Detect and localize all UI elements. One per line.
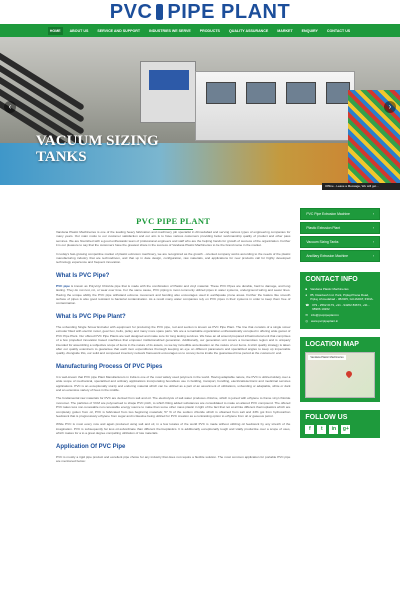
address-line xyxy=(305,293,375,301)
mail-icon: ✉ xyxy=(305,313,308,317)
map-embed[interactable] xyxy=(305,352,375,398)
section-text-manufacturing: It is well-known that PVC pipe Plant Manufacturers in India is one of the most widely used polymers in the world. Having adaptable nature, the PVC is utilized widely over a wide scope of mechanical, specialized and ordinary applications incorporating boundless use in building, transport, bundling, electrical/electronic and medicinal services applications. PVC is an exceptionally sturdy and enduring material which can be utilized as a part of an assortment of utilizations, unbending or adaptable, white or dark and an extensive variety of hues in the middle. xyxy=(56,374,291,392)
address-text: 85, Dwarkesh Ind. Park, Piplaj-Pirana Road, Piplaj, Ahmedabad - 382405, GUJARAT, INDIA. xyxy=(310,293,374,301)
section-text-what-is-pvc-pipe xyxy=(56,284,290,306)
section-heading-what-is-pvc-pipe: What Is PVC Pipe? xyxy=(56,272,110,279)
location-icon: ● xyxy=(305,293,308,297)
linkedin-icon[interactable]: in xyxy=(329,425,338,434)
pipe-logo-icon xyxy=(156,4,163,20)
vacuum-tank-image xyxy=(195,71,355,141)
sidebar-link-label: Ancillary Extrusion Machine xyxy=(306,254,349,258)
site-header xyxy=(0,0,400,24)
section-heading-application: Application Of PVC Pipe xyxy=(56,443,126,450)
logo-text-right: PIPE PLANT xyxy=(167,1,291,23)
page-title: PVC PIPE PLANT xyxy=(136,216,211,226)
chevron-right-icon: › xyxy=(372,254,374,258)
web-line xyxy=(305,319,375,323)
building-icon: ■ xyxy=(305,287,308,291)
nav-industries[interactable]: INDUSTRIES WE SERVE xyxy=(149,28,191,33)
section-text-manufacturing-3: While PVC is most every now and again produced using salt and oil, in a few locales of the world PVC is made without utilizing oil feedstock by any stretch of the imagination. PVC is subsequently far less oil-subordinate than different thermoplastics. It is additionally exceptionally tough and vitally productive over a scope of uses, which makes for a to a great degree compelling utilization of raw materials. xyxy=(56,422,291,436)
main-content xyxy=(56,185,290,467)
nav-service[interactable]: SERVICE AND SUPPORT xyxy=(97,28,141,33)
slider-prev-icon[interactable]: ‹ xyxy=(4,101,16,113)
sidebar-link-pvc-extrusion[interactable] xyxy=(300,208,380,220)
twitter-icon[interactable]: t xyxy=(317,425,326,434)
logo-text-left: PVC xyxy=(109,1,153,23)
contact-title: CONTACT INFO xyxy=(305,276,358,283)
section-text-body: is known as Polyvinyl Chloride pipe that is made with the combination of Plastic and vinyl material. These PVC Pipes are durable, hard to damage, and long lasting. They do not rust, rot, or wear over time. For the same cause, PVC piping is most commonly utilized pipes in water systems, underground wiring and sewer lines. Having the unique ability the PVC pipe withstand extreme movement and bending also encourages used in earthquake prone areas. Further the feature like smooth surface of pipes is also good resistant to bacterial contamination. As a result many water companies rely on PVC pipes in their systems in order to keep them free of contamination. xyxy=(56,283,291,306)
hero-slider xyxy=(0,37,400,185)
sidebar-link-ancillary[interactable] xyxy=(300,250,380,262)
nav-home[interactable]: HOME xyxy=(49,28,61,33)
sidebar-link-label: PVC Pipe Extrusion Machine xyxy=(306,212,350,216)
intro-paragraph-2: In today's fast-growing competitive market of plastic extrusion machinery, we are recognized as the growth - oriented company works according to the needs of the plastic manufacturing industry that are technodriven, and that up in date design, configuration, raw materials, and applications for new products call for highly developed technology experience and frequent innovation. xyxy=(56,251,291,265)
section-heading-manufacturing: Manufacturing Process Of PVC Pipes xyxy=(56,363,163,370)
pipes-image xyxy=(0,37,90,147)
chat-widget[interactable]: Offline - Leave a Message, We will get... xyxy=(322,183,400,190)
location-map-box xyxy=(300,337,380,402)
company-line xyxy=(305,287,375,291)
control-panel-image xyxy=(140,61,196,123)
intro-paragraph: Vandana Plastic Machineries is one of the leading heavy fabrication and machinery job specialist in Ahmedabad and serving various types of engineering companies for many years. Our main motto to our customer satisfaction and our aim is to have various customers providing better workmanship quality of product and other pass services. We are flourished with a good enthusiastic team of professional engineers and staff who are the helping hands for growth of success of the organization. Further it is our pleasure to say that the customers have the greatest share in the success of Vandana Plastic Machineries to be the brand name in the market. xyxy=(56,230,291,248)
follow-title: FOLLOW US xyxy=(305,414,348,421)
email-link[interactable]: info@pvcpipeplant.in xyxy=(310,313,339,317)
email-line xyxy=(305,313,375,317)
sidebar xyxy=(300,185,380,467)
sidebar-link-vacuum-tanks[interactable] xyxy=(300,236,380,248)
sidebar-link-label: Vacuum Sizing Tanks xyxy=(306,240,339,244)
chevron-right-icon: › xyxy=(372,226,374,230)
section-text-pipe-plant: The unbending Single Screw Extruder with equipment for producing the PVC pipe, rod and section is known as PVC Pipe Plant. The line that consists of a single screw extruder fitted with electric motor, gear box, belts, pulley and many more spare parts. We are a remarkable organization enthusiastically occupied in offering wide gamut of PVC Pipe Plant. Our offered PVC Pipe Plants are well designed and make sure for long lasting services. We have an all around prepared infrastructural unit that comprises of a few propelled innovation based machines that empower institutionalized generation. Additionally, our generation unit covers a tremendous region and is uniquely intended for assembling a subjective scope of items in the nature of its assets, so we lay incredible accentuation on the nature of our items. A strict quality strategy is taken after our quality examiners to guarantee that each item expenditures thorough keeping an eye on different parameters and specialized angles to keep up impeccable quality. Alongside this, our solid and composed inventory network framework encourages us to convey items inside the guaranteed time period at the customers' end. xyxy=(56,324,291,356)
follow-us-box xyxy=(300,410,380,438)
hero-caption-line1: VACUUM SIZING xyxy=(36,133,159,149)
hero-caption xyxy=(36,133,159,165)
nav-quality[interactable]: QUALITY ASSURANCE xyxy=(228,28,269,33)
contact-info-box xyxy=(300,272,380,329)
map-title: LOCATION MAP xyxy=(305,341,359,348)
sidebar-link-plastic-plant[interactable] xyxy=(300,222,380,234)
map-pin-icon xyxy=(345,370,353,378)
nav-enquiry[interactable]: ENQUIRY xyxy=(301,28,318,33)
web-link[interactable]: www.pvcpipeplant.in xyxy=(311,319,339,323)
globe-icon: ◎ xyxy=(305,319,309,323)
phone-icon: ☎ xyxy=(305,303,310,307)
main-nav xyxy=(0,24,400,37)
content-area xyxy=(0,185,400,467)
map-label: Vandana Plastic Machineries xyxy=(310,356,344,359)
slider-next-icon[interactable]: › xyxy=(384,101,396,113)
section-heading-pipe-plant: What Is PVC Pipe Plant? xyxy=(56,313,126,320)
phone-text[interactable]: 079 - 2562 0179, +91 - 94262 83673, +91 - 98986 10262 xyxy=(312,303,370,311)
section-text-application: PVC is mostly a rigid pipe product and excellent pipe choice for any industry that does not require a flexible solution. The most common application for portable PVC pipe are mentioned below: xyxy=(56,454,291,463)
site-logo[interactable] xyxy=(110,0,290,24)
phone-line xyxy=(305,303,375,311)
nav-about[interactable]: ABOUT US xyxy=(69,28,89,33)
chevron-right-icon: › xyxy=(372,212,374,216)
section-text-manufacturing-2: The fundamental raw materials for PVC are derived from salt and oil. The electrolysis of salt water produces chlorine, which is joined with ethylene to frame vinyl chloride monomer. The particles of VCM are polymerised to shape PVC pitch, to which fitting added substances are consolidated to make an altered PVC compound. The offered PVC takes less non-renewable non-renewable energy source to make than some other mass plastic in light of the fact that not at all like different thermoplastics which are completely gotten from oil, PVC is fabricated from two beginning materials; 57 % of the sodium chloride which is obtained from salt and 43% got from hydrocarbon feedstock that is progressively ethylene from sugar and is likewise being utilized for PVC creation as a contrasting option to ethylene from oil or gaseous petrol. xyxy=(56,396,291,418)
nav-market[interactable]: MARKET xyxy=(277,28,293,33)
pvc-pipe-link[interactable]: PVC pipe xyxy=(56,283,70,288)
hero-caption-line2: TANKS xyxy=(36,149,87,165)
nav-products[interactable]: PRODUCTS xyxy=(199,28,220,33)
nav-contact[interactable]: CONTACT US xyxy=(326,28,351,33)
chevron-right-icon: › xyxy=(372,240,374,244)
facebook-icon[interactable]: f xyxy=(305,425,314,434)
sidebar-link-label: Plastic Extrusion Plant xyxy=(306,226,341,230)
company-name: Vandana Plastic Machineries xyxy=(310,287,349,291)
google-plus-icon[interactable]: g+ xyxy=(342,426,349,432)
